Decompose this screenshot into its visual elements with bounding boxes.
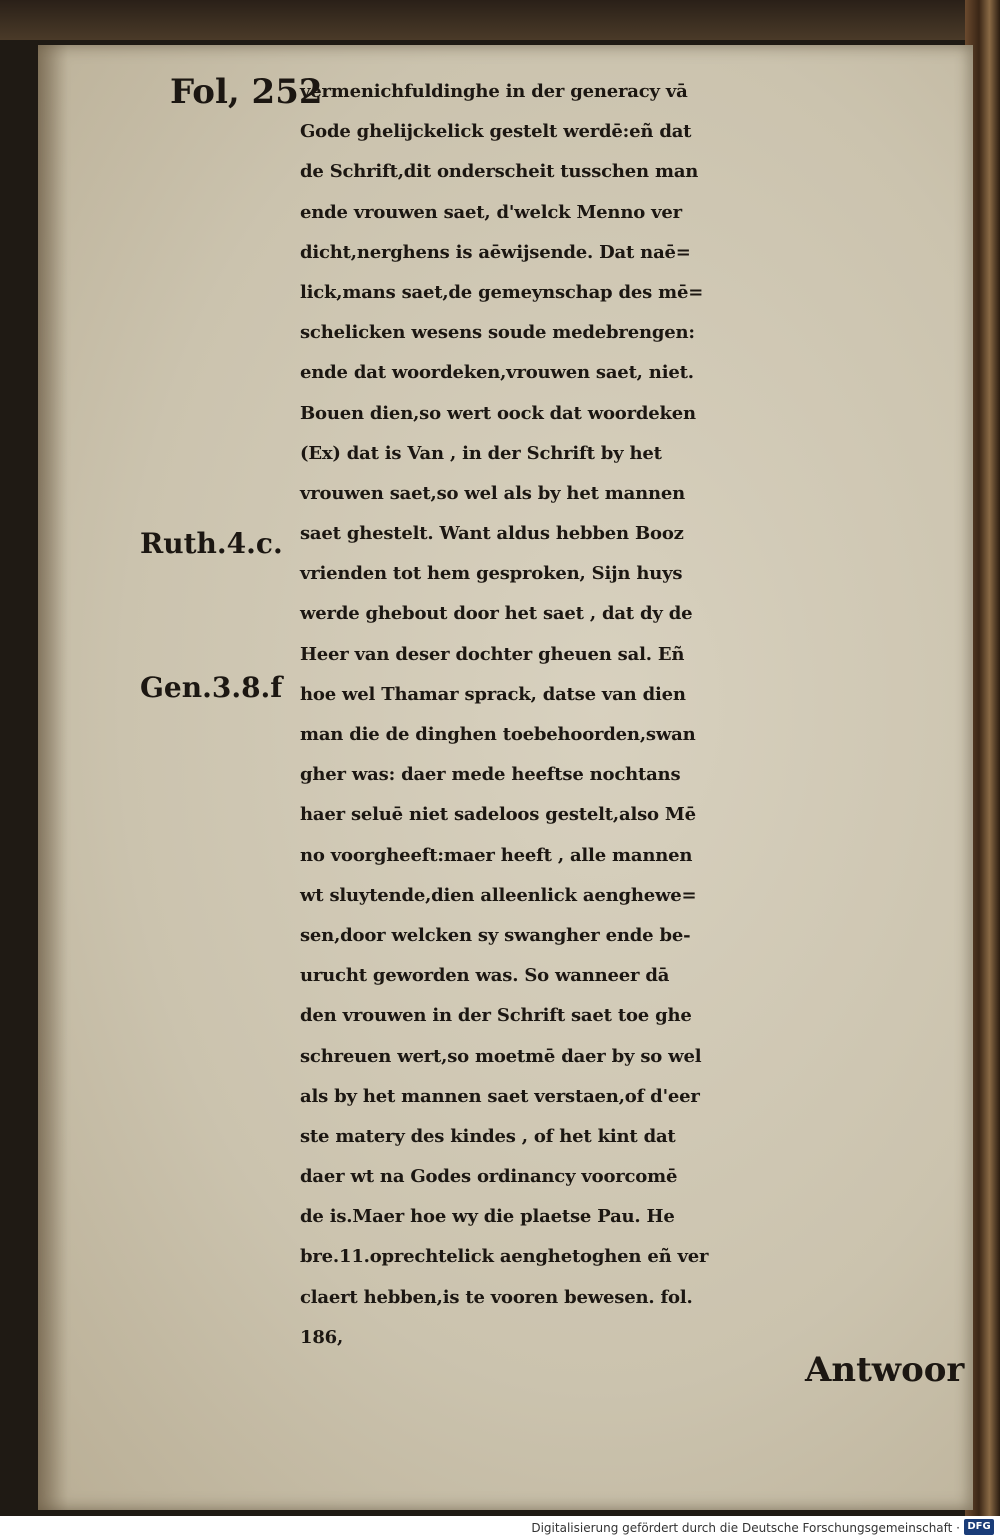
text-line: gher was: daer mede heeftse nochtans (300, 764, 681, 786)
text-line: haer seluē niet sadeloos gestelt,also Mē (300, 804, 696, 826)
text-line: vrouwen saet,so wel als by het mannen (300, 482, 685, 504)
text-line: no voorgheeft:maer heeft , alle mannen (300, 844, 693, 866)
text-line: als by het mannen saet verstaen,of d'eer (300, 1085, 700, 1107)
text-line: dicht,nerghens is aēwijsende. Dat naē= (300, 241, 691, 263)
text-line: schelicken wesens soude medebrengen: (300, 322, 695, 344)
text-line: man die de dinghen toebehoorden,swan (300, 724, 696, 745)
text-line: schreuen wert,so moetmē daer by so wel (300, 1045, 702, 1067)
text-line: lick,mans saet,de gemeynschap des mē= (300, 281, 704, 303)
text-line: urucht geworden was. So wanneer dā (300, 965, 670, 987)
folio-label: Fol, 252 (170, 72, 323, 112)
text-line: hoe wel Thamar sprack, datse van dien (300, 683, 686, 705)
text-line: vrienden tot hem gesproken, Sijn huys (300, 563, 683, 585)
text-line: ende dat woordeken,vrouwen saet, niet. (300, 362, 694, 384)
text-line: wt sluytende,dien alleenlick aenghewe= (300, 884, 697, 906)
text-line: saet ghestelt. Want aldus hebben Booz (300, 523, 684, 545)
margin-note-ruth: Ruth.4.c. (140, 527, 283, 560)
text-line: ende vrouwen saet, d'welck Menno ver (300, 201, 682, 223)
text-line: sen,door welcken sy swangher ende be- (300, 924, 691, 946)
footer-credit: Digitalisierung gefördert durch die Deutsche Forschungsgemeinschaft · (531, 1521, 960, 1535)
text-line: werde ghebout door het saet , dat dy de (300, 603, 693, 625)
text-line: 186, (300, 1326, 344, 1348)
text-line: bre.11.oprechtelick aenghetoghen eñ ver (300, 1246, 709, 1268)
catchword: Antwoor (805, 1350, 965, 1390)
text-line: Bouen dien,so wert oock dat woordeken (300, 402, 696, 424)
dfg-logo: DFG (964, 1519, 994, 1535)
book-top-edge (0, 0, 1000, 40)
text-line: vermenichfuldinghe in der generacy vā (300, 81, 688, 102)
text-line: de Schrift,dit onderscheit tusschen man (300, 161, 699, 183)
text-line: daer wt na Godes ordinancy voorcomē (300, 1166, 678, 1188)
gutter-shadow (38, 45, 68, 1510)
margin-note-gen: Gen.3.8.f (140, 671, 283, 704)
text-line: den vrouwen in der Schrift saet toe ghe (300, 1005, 692, 1027)
text-line: Gode ghelijckelick gestelt werdē:eñ dat (300, 121, 692, 143)
text-line: Heer van deser dochter gheuen sal. Eñ (300, 643, 685, 665)
text-line: (Ex) dat is Van , in der Schrift by het (300, 442, 662, 464)
text-line: ste matery des kindes , of het kint dat (300, 1125, 676, 1147)
text-line: claert hebben,is te vooren bewesen. fol. (300, 1286, 693, 1308)
body-text (300, 72, 960, 1358)
text-line: de is.Maer hoe wy die plaetse Pau. He (300, 1206, 675, 1228)
